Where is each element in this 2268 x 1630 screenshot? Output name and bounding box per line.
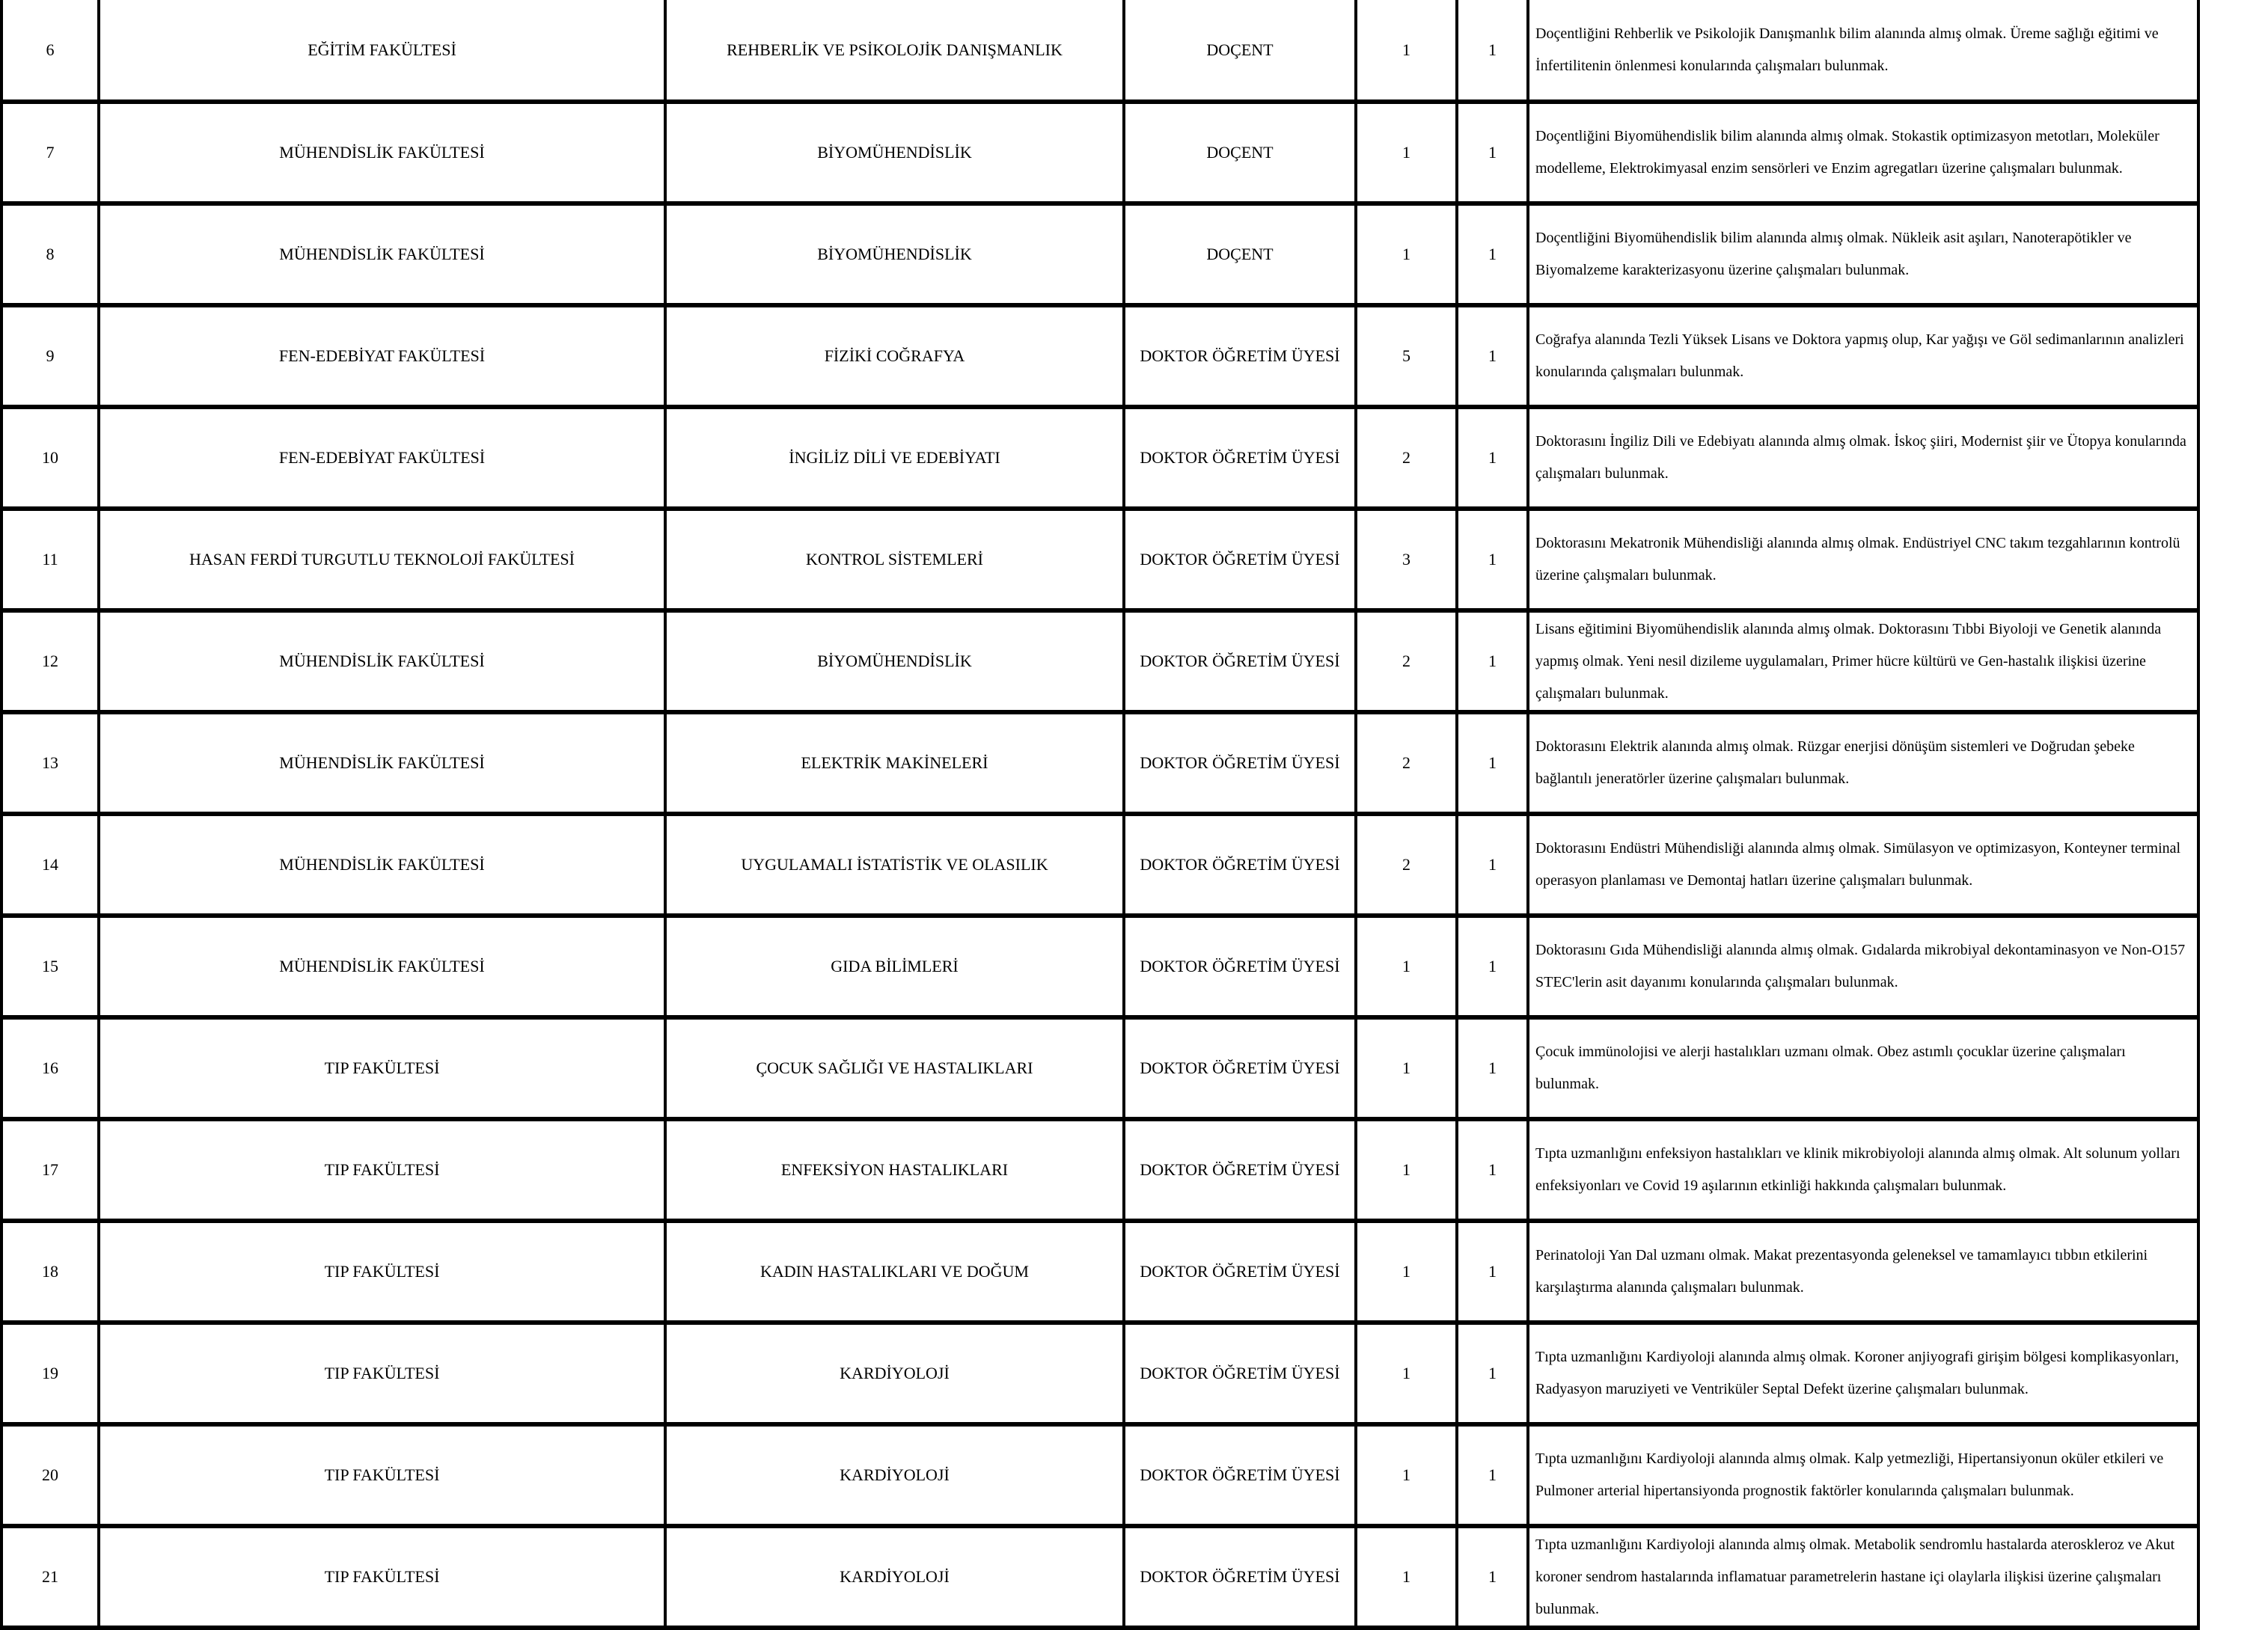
row-number-cell: 6: [1, 0, 99, 102]
quota-cell: 1: [1457, 1323, 1528, 1424]
department-cell: BİYOMÜHENDİSLİK: [665, 102, 1124, 203]
requirements-cell: Tıpta uzmanlığını enfeksiyon hastalıkları ve klinik mikrobiyoloji alanında almış olmak. Alt solunum yolları enfeksiyonları ve Covid 19 aşılarının etkinliği hakkında çalışmaları bulunmak.: [1528, 1119, 2198, 1221]
title-cell: DOKTOR ÖĞRETİM ÜYESİ: [1124, 712, 1356, 814]
quota-cell: 1: [1457, 1017, 1528, 1119]
department-cell: ENFEKSİYON HASTALIKLARI: [665, 1119, 1124, 1221]
faculty-cell: MÜHENDİSLİK FAKÜLTESİ: [99, 712, 665, 814]
grade-cell: 2: [1356, 407, 1457, 509]
quota-cell: 1: [1457, 1526, 1528, 1628]
grade-cell: 1: [1356, 1526, 1457, 1628]
quota-cell: 1: [1457, 1119, 1528, 1221]
row-number-cell: 10: [1, 407, 99, 509]
title-cell: DOÇENT: [1124, 0, 1356, 102]
grade-cell: 1: [1356, 0, 1457, 102]
title-cell: DOKTOR ÖĞRETİM ÜYESİ: [1124, 916, 1356, 1017]
department-cell: KARDİYOLOJİ: [665, 1323, 1124, 1424]
quota-cell: 1: [1457, 610, 1528, 712]
requirements-cell: Perinatoloji Yan Dal uzmanı olmak. Makat prezentasyonda geleneksel ve tamamlayıcı tıbbın etkilerini karşılaştırma alanında çalışmaları bulunmak.: [1528, 1221, 2198, 1323]
grade-cell: 1: [1356, 203, 1457, 305]
quota-cell: 1: [1457, 203, 1528, 305]
title-cell: DOKTOR ÖĞRETİM ÜYESİ: [1124, 509, 1356, 610]
grade-cell: 1: [1356, 916, 1457, 1017]
job-table-body: [1, 0, 2198, 1628]
table-row: [1, 0, 2198, 102]
quota-cell: 1: [1457, 814, 1528, 916]
grade-cell: 1: [1356, 1323, 1457, 1424]
row-number-cell: 19: [1, 1323, 99, 1424]
requirements-cell: Doçentliğini Rehberlik ve Psikolojik Danışmanlık bilim alanında almış olmak. Üreme sağlığı eğitimi ve İnfertilitenin önlenmesi konularında çalışmaları bulunmak.: [1528, 0, 2198, 102]
grade-cell: 3: [1356, 509, 1457, 610]
requirements-cell: Lisans eğitimini Biyomühendislik alanında almış olmak. Doktorasını Tıbbi Biyoloji ve Genetik alanında yapmış olmak. Yeni nesil dizileme uygulamaları, Primer hücre kültürü ve Gen-hastalık ilişkisi üzerine çalışmaları bulunmak.: [1528, 610, 2198, 712]
table-row: [1, 916, 2198, 1017]
faculty-cell: MÜHENDİSLİK FAKÜLTESİ: [99, 814, 665, 916]
requirements-cell: Tıpta uzmanlığını Kardiyoloji alanında almış olmak. Metabolik sendromlu hastalarda ateroskleroz ve Akut koroner sendrom hastalarında inflamatuar parametrelerin hastane içi olaylarla ilişkisi üzerine çalışmaları bulunmak.: [1528, 1526, 2198, 1628]
requirements-cell: Doktorasını Gıda Mühendisliği alanında almış olmak. Gıdalarda mikrobiyal dekontaminasyon ve Non-O157 STEC'lerin asit dayanımı konularında çalışmaları bulunmak.: [1528, 916, 2198, 1017]
title-cell: DOKTOR ÖĞRETİM ÜYESİ: [1124, 1221, 1356, 1323]
title-cell: DOKTOR ÖĞRETİM ÜYESİ: [1124, 814, 1356, 916]
title-cell: DOKTOR ÖĞRETİM ÜYESİ: [1124, 1526, 1356, 1628]
department-cell: REHBERLİK VE PSİKOLOJİK DANIŞMANLIK: [665, 0, 1124, 102]
title-cell: DOKTOR ÖĞRETİM ÜYESİ: [1124, 610, 1356, 712]
department-cell: BİYOMÜHENDİSLİK: [665, 610, 1124, 712]
title-cell: DOKTOR ÖĞRETİM ÜYESİ: [1124, 407, 1356, 509]
requirements-cell: Doktorasını Mekatronik Mühendisliği alanında almış olmak. Endüstriyel CNC takım tezgahlarının kontrolü üzerine çalışmaları bulunmak.: [1528, 509, 2198, 610]
title-cell: DOKTOR ÖĞRETİM ÜYESİ: [1124, 1119, 1356, 1221]
table-row: [1, 1323, 2198, 1424]
department-cell: GIDA BİLİMLERİ: [665, 916, 1124, 1017]
faculty-cell: FEN-EDEBİYAT FAKÜLTESİ: [99, 305, 665, 407]
faculty-cell: MÜHENDİSLİK FAKÜLTESİ: [99, 102, 665, 203]
row-number-cell: 13: [1, 712, 99, 814]
faculty-cell: MÜHENDİSLİK FAKÜLTESİ: [99, 203, 665, 305]
department-cell: KADIN HASTALIKLARI VE DOĞUM: [665, 1221, 1124, 1323]
department-cell: ELEKTRİK MAKİNELERİ: [665, 712, 1124, 814]
grade-cell: 2: [1356, 712, 1457, 814]
table-row: [1, 814, 2198, 916]
faculty-cell: HASAN FERDİ TURGUTLU TEKNOLOJİ FAKÜLTESİ: [99, 509, 665, 610]
table-row: [1, 610, 2198, 712]
requirements-cell: Doçentliğini Biyomühendislik bilim alanında almış olmak. Nükleik asit aşıları, Nanoterapötikler ve Biyomalzeme karakterizasyonu üzerine çalışmaları bulunmak.: [1528, 203, 2198, 305]
requirements-cell: Doktorasını İngiliz Dili ve Edebiyatı alanında almış olmak. İskoç şiiri, Modernist şiir ve Ütopya konularında çalışmaları bulunmak.: [1528, 407, 2198, 509]
requirements-cell: Çocuk immünolojisi ve alerji hastalıkları uzmanı olmak. Obez astımlı çocuklar üzerine çalışmaları bulunmak.: [1528, 1017, 2198, 1119]
quota-cell: 1: [1457, 0, 1528, 102]
department-cell: İNGİLİZ DİLİ VE EDEBİYATI: [665, 407, 1124, 509]
department-cell: FİZİKİ COĞRAFYA: [665, 305, 1124, 407]
title-cell: DOKTOR ÖĞRETİM ÜYESİ: [1124, 1424, 1356, 1526]
table-row: [1, 1424, 2198, 1526]
faculty-cell: MÜHENDİSLİK FAKÜLTESİ: [99, 610, 665, 712]
row-number-cell: 11: [1, 509, 99, 610]
quota-cell: 1: [1457, 1221, 1528, 1323]
grade-cell: 2: [1356, 610, 1457, 712]
title-cell: DOKTOR ÖĞRETİM ÜYESİ: [1124, 1017, 1356, 1119]
requirements-cell: Doktorasını Endüstri Mühendisliği alanında almış olmak. Simülasyon ve optimizasyon, Konteyner terminal operasyon planlaması ve Demontaj hatları üzerine çalışmaları bulunmak.: [1528, 814, 2198, 916]
grade-cell: 1: [1356, 1424, 1457, 1526]
quota-cell: 1: [1457, 102, 1528, 203]
row-number-cell: 17: [1, 1119, 99, 1221]
row-number-cell: 21: [1, 1526, 99, 1628]
department-cell: KARDİYOLOJİ: [665, 1424, 1124, 1526]
department-cell: UYGULAMALI İSTATİSTİK VE OLASILIK: [665, 814, 1124, 916]
table-row: [1, 1221, 2198, 1323]
title-cell: DOÇENT: [1124, 203, 1356, 305]
table-row: [1, 407, 2198, 509]
faculty-cell: TIP FAKÜLTESİ: [99, 1221, 665, 1323]
quota-cell: 1: [1457, 916, 1528, 1017]
faculty-cell: EĞİTİM FAKÜLTESİ: [99, 0, 665, 102]
department-cell: BİYOMÜHENDİSLİK: [665, 203, 1124, 305]
grade-cell: 1: [1356, 102, 1457, 203]
faculty-cell: TIP FAKÜLTESİ: [99, 1424, 665, 1526]
table-row: [1, 305, 2198, 407]
table-row: [1, 1119, 2198, 1221]
row-number-cell: 14: [1, 814, 99, 916]
grade-cell: 1: [1356, 1017, 1457, 1119]
row-number-cell: 20: [1, 1424, 99, 1526]
table-row: [1, 203, 2198, 305]
grade-cell: 2: [1356, 814, 1457, 916]
table-row: [1, 712, 2198, 814]
requirements-cell: Coğrafya alanında Tezli Yüksek Lisans ve Doktora yapmış olup, Kar yağışı ve Göl sedimanlarının analizleri konularında çalışmaları bulunmak.: [1528, 305, 2198, 407]
quota-cell: 1: [1457, 407, 1528, 509]
department-cell: KARDİYOLOJİ: [665, 1526, 1124, 1628]
department-cell: ÇOCUK SAĞLIĞI VE HASTALIKLARI: [665, 1017, 1124, 1119]
quota-cell: 1: [1457, 509, 1528, 610]
faculty-cell: TIP FAKÜLTESİ: [99, 1526, 665, 1628]
row-number-cell: 7: [1, 102, 99, 203]
faculty-cell: TIP FAKÜLTESİ: [99, 1017, 665, 1119]
grade-cell: 1: [1356, 1119, 1457, 1221]
row-number-cell: 15: [1, 916, 99, 1017]
requirements-cell: Doktorasını Elektrik alanında almış olmak. Rüzgar enerjisi dönüşüm sistemleri ve Doğrudan şebeke bağlantılı jeneratörler üzerine çalışmaları bulunmak.: [1528, 712, 2198, 814]
requirements-cell: Tıpta uzmanlığını Kardiyoloji alanında almış olmak. Koroner anjiyografi girişim bölgesi komplikasyonları, Radyasyon maruziyeti ve Ventriküler Septal Defekt üzerine çalışmaları bulunmak.: [1528, 1323, 2198, 1424]
row-number-cell: 9: [1, 305, 99, 407]
quota-cell: 1: [1457, 305, 1528, 407]
row-number-cell: 12: [1, 610, 99, 712]
quota-cell: 1: [1457, 712, 1528, 814]
quota-cell: 1: [1457, 1424, 1528, 1526]
row-number-cell: 18: [1, 1221, 99, 1323]
faculty-cell: FEN-EDEBİYAT FAKÜLTESİ: [99, 407, 665, 509]
title-cell: DOKTOR ÖĞRETİM ÜYESİ: [1124, 1323, 1356, 1424]
title-cell: DOÇENT: [1124, 102, 1356, 203]
requirements-cell: Doçentliğini Biyomühendislik bilim alanında almış olmak. Stokastik optimizasyon metotları, Moleküler modelleme, Elektrokimyasal enzim sensörleri ve Enzim agregatları üzerine çalışmaları bulunmak.: [1528, 102, 2198, 203]
row-number-cell: 8: [1, 203, 99, 305]
faculty-cell: TIP FAKÜLTESİ: [99, 1323, 665, 1424]
table-row: [1, 1017, 2198, 1119]
title-cell: DOKTOR ÖĞRETİM ÜYESİ: [1124, 305, 1356, 407]
department-cell: KONTROL SİSTEMLERİ: [665, 509, 1124, 610]
grade-cell: 5: [1356, 305, 1457, 407]
faculty-cell: MÜHENDİSLİK FAKÜLTESİ: [99, 916, 665, 1017]
table-row: [1, 1526, 2198, 1628]
faculty-cell: TIP FAKÜLTESİ: [99, 1119, 665, 1221]
table-row: [1, 102, 2198, 203]
grade-cell: 1: [1356, 1221, 1457, 1323]
table-row: [1, 509, 2198, 610]
row-number-cell: 16: [1, 1017, 99, 1119]
requirements-cell: Tıpta uzmanlığını Kardiyoloji alanında almış olmak. Kalp yetmezliği, Hipertansiyonun oküler etkileri ve Pulmoner arterial hipertansiyonda prognostik faktörler konularında çalışmaları bulunmak.: [1528, 1424, 2198, 1526]
